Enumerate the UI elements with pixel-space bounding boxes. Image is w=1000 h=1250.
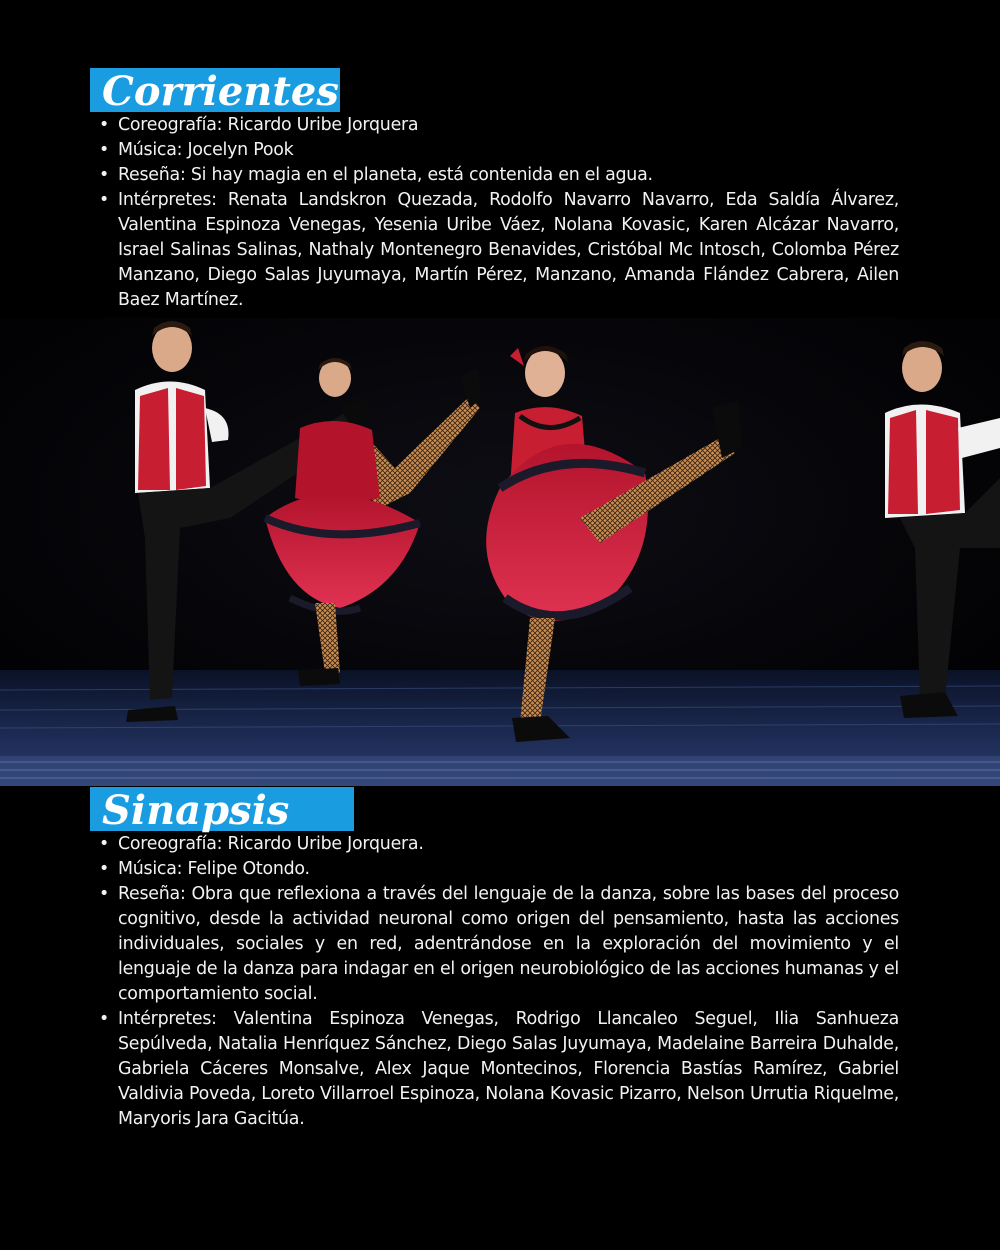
section-title: Corrientes [102,68,339,115]
credit-item-music [98,857,899,882]
credit-text: Reseña: Si hay magia en el planeta, está contenida en el agua. [118,165,653,185]
credit-text: Intérpretes: Valentina Espinoza Venegas, Rodrigo Llancaleo Seguel, Ilia Sanhueza Sepúlveda, Natalia Henríquez Sánchez, Diego Salas Juyumaya, Madelaine Barreira Duhalde, Gabriela Cáceres Monsalve, Alex Jaque Montecinos, Florencia Bastías Ramírez, Gabriel Valdivia Poveda, Loreto Villarroel Espinoza, Nolana Kovasic Pizarro, Nelson Urrutia Riquelme, Maryoris Jara Gacitúa. [118,1009,899,1129]
section-heading-corrientes [90,68,340,115]
section-heading-sinapsis [90,787,354,834]
credit-item-music [98,138,899,163]
bullet-icon: • [99,1009,110,1029]
credit-item-choreography [98,832,899,857]
bullet-icon: • [99,190,110,210]
section-title: Sinapsis [102,787,290,834]
bullet-icon: • [99,884,110,904]
credit-text: Reseña: Obra que reflexiona a través del lenguaje de la danza, sobre las bases del proceso cognitivo, desde la actividad neuronal como origen del pensamiento, hasta las acciones individuales, sociales y en red, adentrándose en la exploración del movimiento y el lenguaje de la danza para indagar en el origen neurobiológico de las acciones humanas y el comportamiento social. [118,884,899,1004]
credit-text: Música: Felipe Otondo. [118,859,310,879]
bullet-icon: • [99,140,110,160]
stage-illustration [0,318,1000,786]
dance-performance-photo [0,318,1000,786]
bullet-icon: • [99,165,110,185]
credit-item-review [98,882,899,1007]
credit-text: Coreografía: Ricardo Uribe Jorquera [118,115,419,135]
credit-item-performers [98,188,899,313]
bullet-icon: • [99,115,110,135]
credit-item-review [98,163,899,188]
bullet-icon: • [99,834,110,854]
credit-text: Coreografía: Ricardo Uribe Jorquera. [118,834,424,854]
bullet-icon: • [99,859,110,879]
credits-list-sinapsis [98,832,899,1132]
credits-list-corrientes [98,113,899,313]
credit-item-performers [98,1007,899,1132]
credit-item-choreography [98,113,899,138]
credit-text: Música: Jocelyn Pook [118,140,294,160]
credit-text: Intérpretes: Renata Landskron Quezada, Rodolfo Navarro Navarro, Eda Saldía Álvarez, Valentina Espinoza Venegas, Yesenia Uribe Váez, Nolana Kovasic, Karen Alcázar Navarro, Israel Salinas Salinas, Nathaly Montenegro Benavides, Cristóbal Mc Intosch, Colomba Pérez Manzano, Diego Salas Juyumaya, Martín Pérez, Manzano, Amanda Flández Cabrera, Ailen Baez Martínez. [118,190,899,310]
